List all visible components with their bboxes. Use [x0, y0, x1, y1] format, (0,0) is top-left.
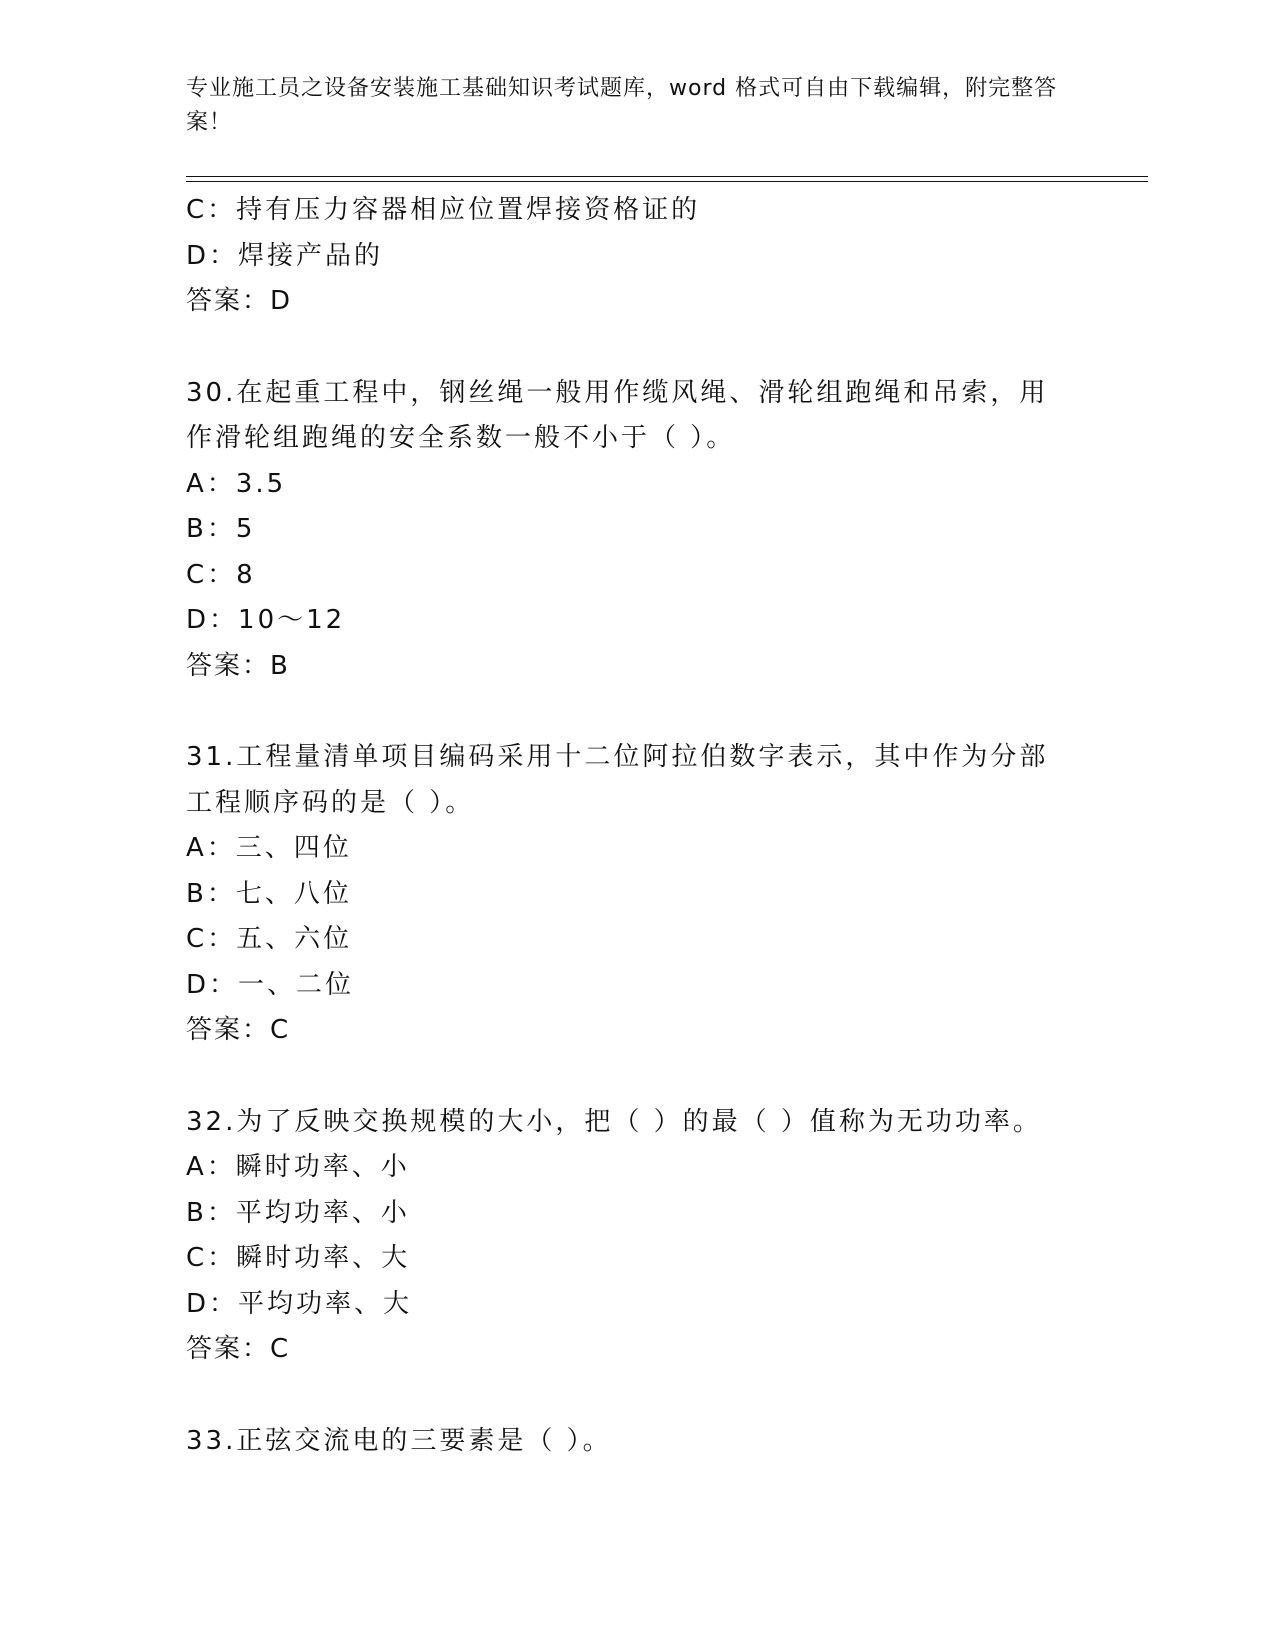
- spacer: [186, 325, 1086, 371]
- document-header: 专业施工员之设备安装施工基础知识考试题库，word 格式可自由下载编辑，附完整答案！: [186, 76, 1058, 135]
- option-a: A：三、四位: [186, 833, 352, 863]
- spacer: [186, 689, 1086, 735]
- answer-label: 答案：B: [186, 650, 290, 681]
- spacer: [186, 1373, 1086, 1419]
- option-d: D：平均功率、大: [186, 1288, 413, 1319]
- option-c: C：8: [186, 559, 256, 590]
- option-c: C：瞬时功率、大: [186, 1243, 411, 1273]
- question-30: [186, 371, 1086, 690]
- option-d: D：一、二位: [186, 969, 355, 1000]
- question-stem: 32.为了反映交换规模的大小，把（ ）的最（ ）值称为无功功率。: [186, 1106, 1042, 1137]
- header-rule-top: [186, 176, 1148, 177]
- option-b: B：七、八位: [186, 878, 352, 909]
- question-stem: 33.正弦交流电的三要素是（ ）。: [186, 1425, 612, 1456]
- question-33: [186, 1419, 1086, 1465]
- option-b: B：平均功率、小: [186, 1197, 410, 1228]
- option-d: D：焊接产品的: [186, 240, 384, 271]
- question-32: [186, 1100, 1086, 1373]
- answer-label: 答案：C: [186, 1015, 291, 1045]
- option-b: B：5: [186, 514, 256, 544]
- header-rule-bottom: [186, 181, 1148, 182]
- spacer: [186, 1054, 1086, 1100]
- option-d: D：10～12: [186, 605, 346, 635]
- question-list: [186, 188, 1086, 1464]
- option-c: C：持有压力容器相应位置焊接资格证的: [186, 195, 701, 225]
- question-stem: 30.在起重工程中，钢丝绳一般用作缆风绳、滑轮组跑绳和吊索，用作滑轮组跑绳的安全系数一般不小于（ ）。: [186, 377, 1049, 453]
- answer-label: 答案：D: [186, 286, 293, 316]
- question-31: [186, 735, 1086, 1054]
- answer-label: 答案：C: [186, 1334, 291, 1364]
- question-29-continuation: [186, 188, 1086, 325]
- option-a: A：3.5: [186, 468, 287, 499]
- option-a: A：瞬时功率、小: [186, 1152, 410, 1182]
- question-stem: 31.工程量清单项目编码采用十二位阿拉伯数字表示，其中作为分部工程顺序码的是（ ）。: [186, 742, 1049, 818]
- option-c: C：五、六位: [186, 924, 353, 954]
